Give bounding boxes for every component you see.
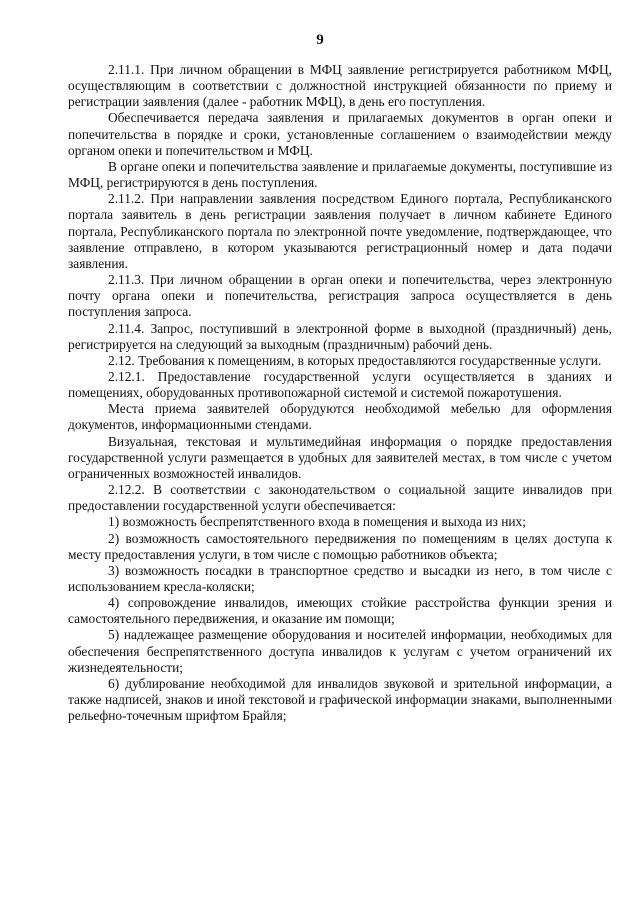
list-item-4: 4) сопровождение инвалидов, имеющих стойкие расстройства функции зрения и самостоятельного передвижения, и оказание им помощи; bbox=[68, 595, 612, 627]
paragraph-transfer-documents: Обеспечивается передача заявления и прилагаемых документов в орган опеки и попечительства в порядке и сроки, установленные соглашением о взаимодействии между органом опеки и попечительством и МФЦ. bbox=[68, 110, 612, 158]
list-item-1: 1) возможность беспрепятственного входа в помещения и выхода из них; bbox=[108, 514, 526, 530]
paragraph-2-11-4: 2.11.4. Запрос, поступивший в электронной форме в выходной (праздничный) день, регистрируется на следующий за выходным (праздничным) рабочий день. bbox=[68, 320, 612, 352]
list-item-6: 6) дублирование необходимой для инвалидов звуковой и зрительной информации, а также надписей, знаков и иной текстовой и графической информации знаками, выполненными рельефно-точечным шрифтом Брайля; bbox=[68, 675, 612, 724]
paragraph-2-11-2: 2.11.2. При направлении заявления посредством Единого портала, Республиканского портала заявитель в день регистрации заявления получает в личном кабинете Единого портала, Республиканского портала по электронной почте уведомление, подтверждающее, что заявление отправлено, в котором указываются регистрационный номер и дата подачи заявления. bbox=[68, 191, 612, 271]
paragraph-visual-information: Визуальная, текстовая и мультимедийная информация о порядке предоставления государственной услуги размещается в удобных для заявителей местах, в том числе с учетом ограниченных возможностей инвалидов. bbox=[68, 433, 612, 481]
paragraph-registration-from-mfc: В органе опеки и попечительства заявление и прилагаемые документы, поступившие из МФЦ, регистрируются в день поступления. bbox=[68, 158, 612, 191]
paragraph-2-12: 2.12. Требования к помещениям, в которых предоставляются государственные услуги. bbox=[108, 352, 602, 368]
paragraph-2-11-3: 2.11.3. При личном обращении в орган опеки и попечительства, через электронную почту органа опеки и попечительства, регистрация запроса осуществляется в день поступления запроса. bbox=[68, 272, 612, 320]
paragraph-2-12-2: 2.12.2. В соответствии с законодательством о социальной защите инвалидов при предоставлении государственной услуги обеспечивается: bbox=[68, 482, 612, 514]
paragraph-2-12-1: 2.12.1. Предоставление государственной услуги осуществляется в зданиях и помещениях, оборудованных противопожарной системой и системой пожаротушения. bbox=[68, 368, 612, 401]
list-item-3: 3) возможность посадки в транспортное средство и высадки из него, в том числе с использованием кресла-коляски; bbox=[68, 562, 612, 594]
list-item-5: 5) надлежащее размещение оборудования и носителей информации, необходимых для обеспечения беспрепятственного доступа инвалидов к услугам с учетом ограничений их жизнедеятельности; bbox=[68, 627, 612, 675]
paragraph-2-11-1: 2.11.1. При личном обращении в МФЦ заявление регистрируется работником МФЦ, осуществляющим в соответствии с должностной инструкцией обязанности по приему и регистрации заявления (далее - работник МФЦ), в день его поступления. bbox=[68, 62, 612, 110]
document-body bbox=[68, 62, 612, 724]
paragraph-reception-places: Места приема заявителей оборудуются необходимой мебелью для оформления документов, информационными стендами. bbox=[68, 401, 612, 433]
page-number: 9 bbox=[316, 32, 324, 48]
list-item-2: 2) возможность самостоятельного передвижения по помещениям в целях доступа к месту предоставления услуги, в том числе с помощью работников объекта; bbox=[68, 530, 612, 562]
